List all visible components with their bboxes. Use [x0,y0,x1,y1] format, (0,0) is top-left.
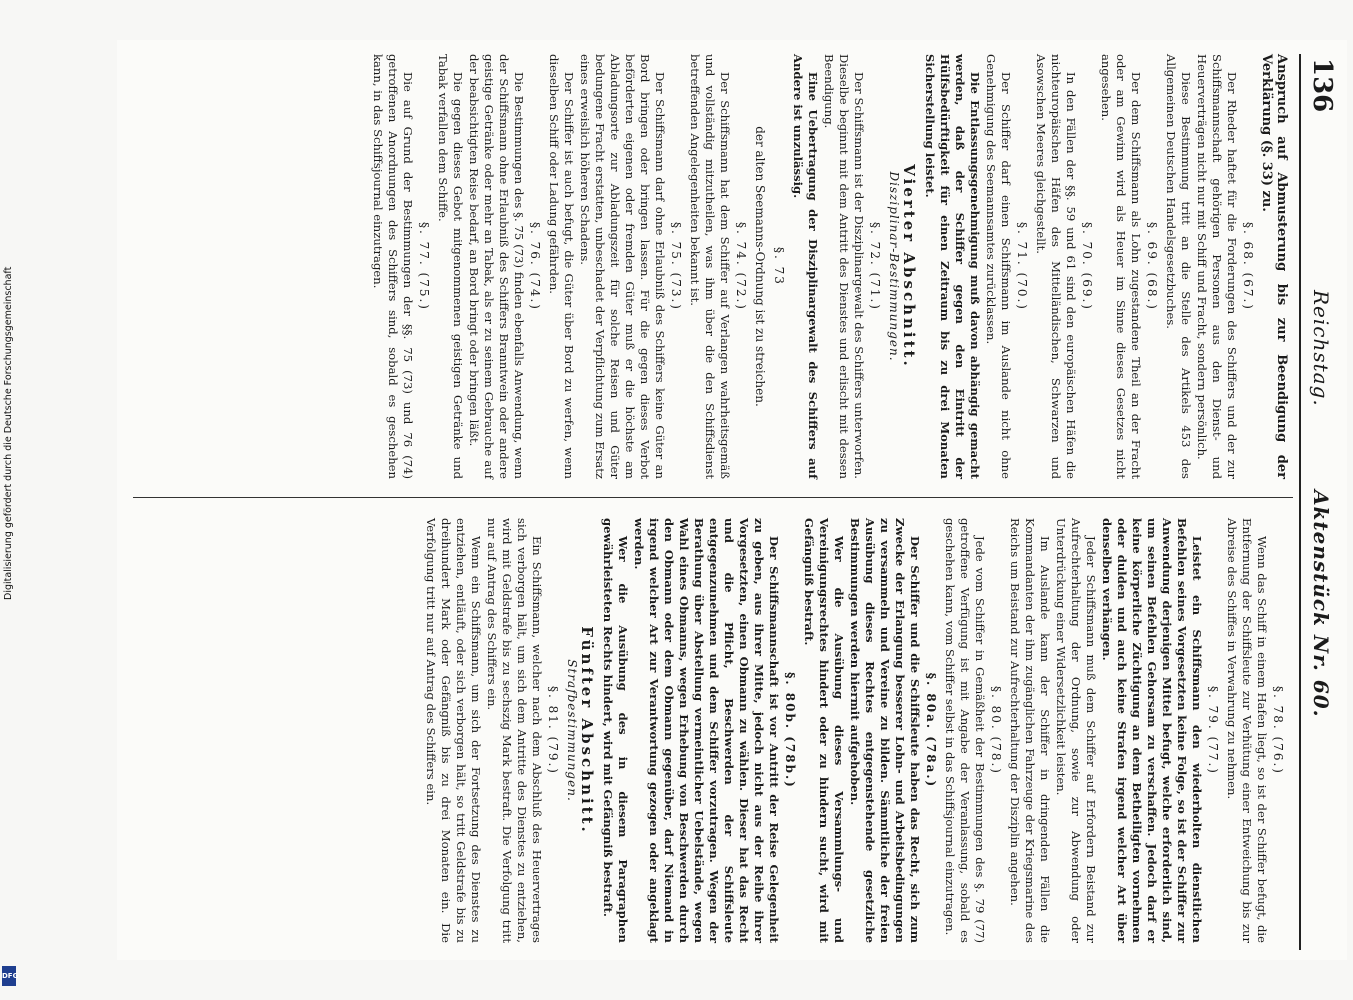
left-column [369,54,1289,479]
page-number: 136 [1307,58,1337,113]
paragraph-number: §. 80a. (78a.) [924,672,938,789]
paragraph-text: Der Schiffsmann hat dem Schiffer auf Verlangen wahrheitsgemäß und vollständig mitzutheilen, was ihm über die den Schiffsdienst betreffenden Angelegenheiten bekannt ist. [688,54,732,479]
paragraph-number: §. 68. (67.) [1241,222,1255,311]
paragraph-text: Ein Schiffsmann, welcher nach dem Abschluß des Heuervertrages sich verborgen hält, um sich dem Antritte des Dienstes zu entziehen, wird mit Geldstrafe bis zu sechszig Mark bestraft. Die Verfolgung tritt nur auf Antrag des Schiffers ein. [485,518,544,943]
paragraph-number: §. 75. (73.) [669,222,683,311]
paragraph-text: Der Schiffer ist auch befugt, die Güter über Bord zu werfen, wenn dieselben Schiff oder Ladung gefährden. [547,54,576,479]
paragraph-text: Der Schiffsmann darf ohne Erlaubniß des Schiffers keine Güter an Bord bringen oder bringen lassen. Für die gegen dieses Verbot beförderten eigenen oder fremden Güter muß er die höchste am Abladungsorte zur Abladungszeit für solche Reisen und Güter bedungene Fracht erstatten, unbeschadet der Verpflichtung zum Ersatz eines erweislich höheren Schadens. [578,54,667,479]
section-title: Vierter Abschnitt. [900,164,918,369]
paragraph-text: Wenn das Schiff in einem Hafen liegt, so ist der Schiffer befugt, die Entfernung der Schiffsleute zur Verhütung einer Entweichung bis zur Abreise des Schiffes in Verwahrung zu nehmen. [1225,518,1269,943]
paragraph-text: Jeder Schiffsmann muß dem Schiffer auf Erfordern Beistand zur Aufrechterhaltung der Ordnung, sowie zur Abwendung oder Unterdrückung einer Widersetzlichkeit leisten. [1054,518,1098,943]
paragraph-text: Der Schiffsmann ist der Disziplinargewalt des Schiffers unterworfen. Dieselbe beginnt mit dem Antritt des Dienstes und erlischt mit dessen Beendigung. [822,54,866,479]
paragraph-text: Wer die Ausübung des in diesem Paragraphen gewährleisteten Rechts hindert, wird mit Gefängniß bestraft. [601,518,630,943]
paragraph-number: §. 77. (75.) [417,222,431,311]
paragraph-number: §. 80. (78.) [989,686,1003,775]
column-divider [133,497,1293,498]
paragraph-text: In den Fällen der §§. 59 und 61 sind den europäischen Häfen die nichteuropäischen Häfen des Mittelländischen, Schwarzen und Asowschen Meeres gleichgestellt. [1034,54,1078,479]
paragraph-text: Im Auslande kann der Schiffer in dringenden Fällen die Kommandanten der ihm zugänglichen Fahrzeuge der Kriegsmarine des Reichs um Beistand zur Aufrechterhaltung der Disziplin angehen. [1008,518,1052,943]
paragraph-text: der alten Seemanns-Ordnung ist zu streichen. [753,126,767,407]
section-title: Fünfter Abschnitt. [578,626,596,835]
paragraph-text: Der Schiffer darf einen Schiffsmann im Auslande nicht ohne Genehmigung des Seemannsamtes zurücklassen. [984,54,1013,479]
paragraph-number: §. 71. (70.) [1015,222,1029,311]
paragraph-text: Der Schiffer und die Schiffsleute haben das Recht, sich zum Zwecke der Erlangung besserer Lohn- und Arbeitsbedingungen zu versammeln und Vereine zu bilden. Sämmtliche der freien Ausübung dieses Rechtes entgegenstehende gesetzliche Bestimmungen werden hiermit aufgehoben. [848,518,922,943]
paragraph-text: Leistet ein Schiffsmann den wiederholten dienstlichen Befehlen seines Vorgesetzten keine Folge, so ist der Schiffer zur Anwendung derjenigen Mittel befugt, welche erforderlich sind, um seinen Befehlen Gehorsam zu verschaffen. Jedoch darf er keine körperliche Züchtigung an dem Betheiligten vornehmen oder dulden und auch keine Strafen irgend welcher Art über denselben verhängen. [1100,518,1204,943]
text-heading: Anspruch auf Abmusterung bis zur Beendigung der Verklärung (§. 33) zu. [1259,54,1289,479]
paragraph-text: Der dem Schiffsmann als Lohn zugestandene Theil an der Fracht oder am Gewinn wird als Heuer im Sinne dieses Gesetzes nicht angesehen. [1099,54,1143,479]
document-id: Aktenstück Nr. 60. [1309,490,1333,718]
paragraph-number: §. 81. (79.) [546,686,560,775]
paragraph-text: Wenn ein Schiffsmann, um sich der Fortsetzung des Dienstes zu entziehen, entläuft, oder sich verborgen hält, so tritt Geldstrafe bis zu dreihundert Mark oder Gefängniß bis zu drei Monaten ein. Die Verfolgung tritt nur auf Antrag des Schiffers ein. [424,518,483,943]
running-title: Reichstag. [1309,290,1333,407]
paragraph-text: Die auf Grund der Bestimmungen der §§. 75 (73) und 76 (74) getroffenen Anordnungen des Schiffers sind, sobald es geschehen kann, in das Schiffsjournal einzutragen. [371,54,415,479]
dfg-logo: DFG [2,966,16,986]
paragraph-number: §. 72. (71.) [868,222,882,311]
paragraph-number: §. 78. (76.) [1271,686,1285,775]
paragraph-number: §. 73 [772,247,786,286]
right-column [422,518,1289,943]
paragraph-number: §. 69. (68.) [1145,222,1159,311]
digitization-credit [0,0,18,1000]
paragraph-number: §. 80b. (78b.) [783,672,797,789]
document-page [117,40,1347,960]
paragraph-text: Eine Uebertragung der Disziplinargewalt des Schiffers auf Andere ist unzulässig. [791,54,820,479]
paragraph-text: Die gegen dieses Gebot mitgenommenen geistigen Getränke und Tabak verfallen dem Schiffe. [436,54,465,479]
page-header [1303,40,1343,960]
paragraph-number: §. 79. (77.) [1206,686,1220,775]
paragraph-number: §. 74. (72.) [734,222,748,311]
paragraph-text: Die Entlassungsgenehmigung muß davon abhängig gemacht werden, daß der Schiffer gegen den Eintritt der Hülfsbedürftigkeit für einen Zeitraum bis zu drei Monaten Sicherstellung leistet. [923,54,982,479]
section-subtitle: Disziplinar-Bestimmungen. [887,171,901,362]
paragraph-text: Wer die Ausübung dieses Versammlungs- und Vereinigungsrechtes hindert oder zu hindern sucht, wird mit Gefängniß bestraft. [802,518,846,943]
paragraph-text: Die Bestimmungen des §. 75 (73) finden ebenfalls Anwendung, wenn der Schiffsmann ohne Erlaubniß des Schiffers Branntwein oder andere geistige Getränke oder mehr an Tabak, als er zu seinem Gebrauche auf der beabsichtigten Reise bedarf, an Bord bringt oder bringen läßt. [467,54,526,479]
section-subtitle: Strafbestimmungen. [565,659,579,802]
paragraph-text: Diese Bestimmung tritt an die Stelle des Artikels 453 des Allgemeinen Deutschen Handelsgesetzbuches. [1164,54,1193,479]
paragraph-number: §. 70. (69.) [1080,222,1094,311]
credit-text: Digitalisierung gefördert durch die Deutsche Forschungsgemeinschaft [3,266,14,600]
paragraph-number: §. 76. (74.) [528,222,542,311]
header-rule [1299,54,1301,950]
paragraph-text: Der Schiffsmannschaft ist vor Antritt der Reise Gelegenheit zu geben, aus ihrer Mitte, jedoch nicht aus der Reihe ihrer Vorgesetzten, einen Obmann zu wählen. Dieser hat das Recht und die Pflicht, Beschwerden der Schiffsleute entgegenzunehmen und dem Schiffer vorzutragen. Wegen der Berathung über Abstellung vermeintlicher Uebelstände, wegen Wahl eines Obmanns, wegen Erhebung von Beschwerden durch den Obmann oder dem Obmann gegenüber, darf Niemand in irgend welcher Art zur Verantwortung gezogen oder angeklagt werden. [632,518,781,943]
paragraph-text: Der Rheder haftet für die Forderungen des Schiffers und der zur Schiffsmannschaft gehörigen Personen aus den Dienst- und Heuerverträgen nicht nur mit Schiff und Fracht, sondern persönlich. [1195,54,1239,479]
paragraph-text: Jede vom Schiffer in Gemäßheit der Bestimmungen des §. 79 (77) getroffene Verfügung ist mit Angabe der Veranlassung, sobald es geschehen kann, vom Schiffer selbst in das Schiffsjournal einzutragen. [943,518,987,943]
